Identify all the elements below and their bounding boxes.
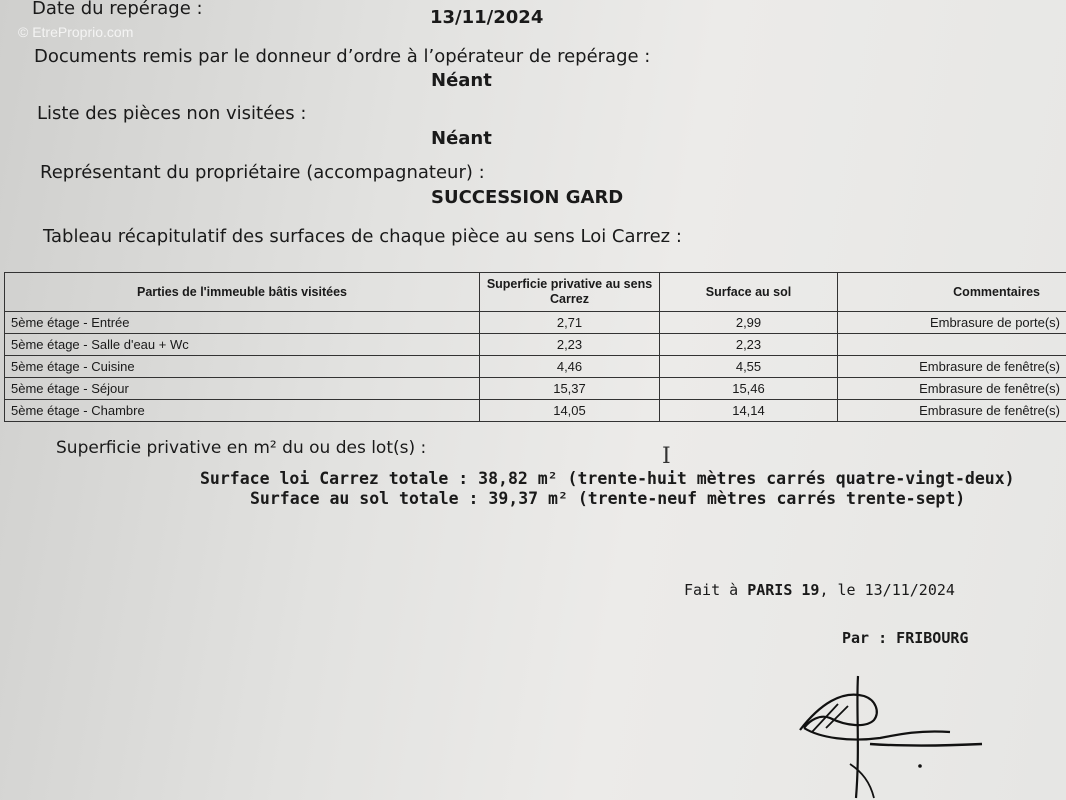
representant-value: SUCCESSION GARD — [431, 187, 624, 208]
header-carrez: Superficie privative au sens Carrez — [480, 273, 660, 312]
date-value: 13/11/2024 — [430, 7, 544, 28]
tableau-label: Tableau récapitulatif des surfaces de chaque pièce au sens Loi Carrez : — [43, 226, 682, 247]
sol-total: Surface au sol totale : 39,37 m² (trente-neuf mètres carrés trente-sept) — [250, 489, 966, 508]
cell-partie: 5ème étage - Séjour — [5, 378, 480, 400]
cell-sol: 4,55 — [660, 356, 838, 378]
fait-city: PARIS 19 — [747, 581, 820, 599]
fait-suffix: , le 13/11/2024 — [819, 581, 955, 599]
representant-label: Représentant du propriétaire (accompagnateur) : — [40, 162, 485, 183]
cell-carrez: 15,37 — [480, 378, 660, 400]
cell-sol: 14,14 — [660, 400, 838, 422]
table-row — [5, 400, 1066, 422]
cell-commentaire: Embrasure de porte(s) — [838, 312, 1066, 334]
header-partie: Parties de l'immeuble bâtis visitées — [5, 273, 480, 312]
fait-prefix: Fait à — [684, 581, 748, 599]
par-signataire: Par : FRIBOURG — [842, 629, 969, 647]
text-cursor-icon: I — [662, 444, 671, 469]
cell-carrez: 2,71 — [480, 312, 660, 334]
cell-carrez: 2,23 — [480, 334, 660, 356]
cell-commentaire: Embrasure de fenêtre(s) — [838, 356, 1066, 378]
cell-sol: 2,23 — [660, 334, 838, 356]
cell-commentaire: Embrasure de fenêtre(s) — [838, 400, 1066, 422]
cell-commentaire — [838, 334, 1066, 356]
surfaces-table — [4, 272, 1066, 422]
cell-carrez: 14,05 — [480, 400, 660, 422]
header-commentaires: Commentaires — [838, 273, 1066, 312]
documents-label: Documents remis par le donneur d’ordre à l’opérateur de repérage : — [34, 46, 651, 67]
cell-partie: 5ème étage - Salle d'eau + Wc — [5, 334, 480, 356]
pieces-value: Néant — [431, 128, 492, 149]
cell-partie: 5ème étage - Cuisine — [5, 356, 480, 378]
cell-partie: 5ème étage - Chambre — [5, 400, 480, 422]
cell-sol: 2,99 — [660, 312, 838, 334]
table-row — [5, 312, 1066, 334]
table-header-row — [5, 273, 1066, 312]
table-row — [5, 356, 1066, 378]
pieces-label: Liste des pièces non visitées : — [37, 103, 307, 124]
cell-partie: 5ème étage - Entrée — [5, 312, 480, 334]
cell-commentaire: Embrasure de fenêtre(s) — [838, 378, 1066, 400]
table-row — [5, 334, 1066, 356]
date-label: Date du repérage : — [32, 0, 203, 19]
table-row — [5, 378, 1066, 400]
documents-value: Néant — [431, 70, 492, 91]
cell-sol: 15,46 — [660, 378, 838, 400]
header-sol: Surface au sol — [660, 273, 838, 312]
fait-a — [684, 581, 955, 599]
signature-icon — [790, 668, 990, 800]
summary-label: Superficie privative en m² du ou des lot(s) : — [56, 438, 427, 458]
watermark: © EtreProprio.com — [18, 24, 134, 40]
carrez-total: Surface loi Carrez totale : 38,82 m² (trente-huit mètres carrés quatre-vingt-deux) — [200, 469, 1015, 488]
cell-carrez: 4,46 — [480, 356, 660, 378]
